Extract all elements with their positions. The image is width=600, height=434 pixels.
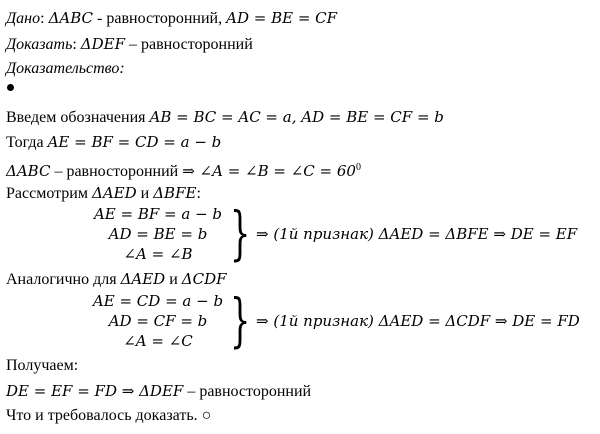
system-1-row: AD = BE = b bbox=[108, 225, 208, 243]
given-triangle: ΔABC bbox=[48, 9, 94, 27]
brace-1: } bbox=[230, 199, 251, 267]
equilateral-line: ΔABC – равносторонний ⇒ ∠A = ∠B = ∠C = $60^0$ bbox=[6, 162, 361, 180]
system-1-conclusion: ⇒ (1й признак) ΔAED = ΔBFE ⇒ DE = EF bbox=[256, 225, 578, 243]
prove-line: Доказать: ΔDEF – равносторонний bbox=[6, 35, 253, 53]
notation-equation: AB = BC = AC = a, AD = BE = CF = b bbox=[149, 108, 444, 126]
notation-line: Введем обозначения AB = BC = AC = a, AD = BE = CF = b bbox=[6, 108, 444, 126]
then-line: Тогда AE = BF = CD = a − b bbox=[6, 133, 222, 151]
then-equation: AE = BF = CD = a − b bbox=[47, 133, 222, 151]
result-equation: DE = EF = FD ⇒ ΔDEF bbox=[6, 382, 184, 400]
system-1-row: ∠A = ∠B bbox=[123, 245, 193, 263]
brace-2: } bbox=[230, 286, 251, 354]
system-2-row: AE = CD = a − b bbox=[92, 292, 224, 310]
proof-heading: Доказательство: bbox=[6, 60, 125, 77]
system-2-row: AD = CF = b bbox=[108, 312, 208, 330]
system-1-row: AE = BF = a − b bbox=[93, 205, 223, 223]
qed-line: Что и требовалось доказать. ○ bbox=[6, 407, 212, 424]
result-line: DE = EF = FD ⇒ ΔDEF – равносторонний bbox=[6, 382, 312, 400]
obtain-line: Получаем: bbox=[6, 357, 79, 374]
system-2-row: ∠A = ∠C bbox=[123, 332, 193, 350]
system-2-conclusion: ⇒ (1й признак) ΔAED = ΔCDF ⇒ DE = FD bbox=[256, 312, 580, 330]
consider-line: Рассмотрим ΔAED и ΔBFE: bbox=[6, 184, 201, 202]
bullet-point bbox=[7, 84, 14, 91]
angle-exponent: 0 bbox=[355, 162, 361, 173]
given-line: Дано: ΔABC - равносторонний, AD = BE = CF bbox=[6, 9, 338, 27]
given-equation: AD = BE = CF bbox=[226, 9, 338, 27]
prove-triangle: ΔDEF bbox=[80, 35, 126, 53]
given-label: Дано bbox=[6, 10, 41, 27]
similarly-line: Аналогично для ΔAED и ΔCDF bbox=[6, 270, 227, 288]
prove-label: Доказать bbox=[6, 36, 73, 53]
angle-equation: ⇒ ∠A = ∠B = ∠C = 60 bbox=[182, 162, 356, 180]
